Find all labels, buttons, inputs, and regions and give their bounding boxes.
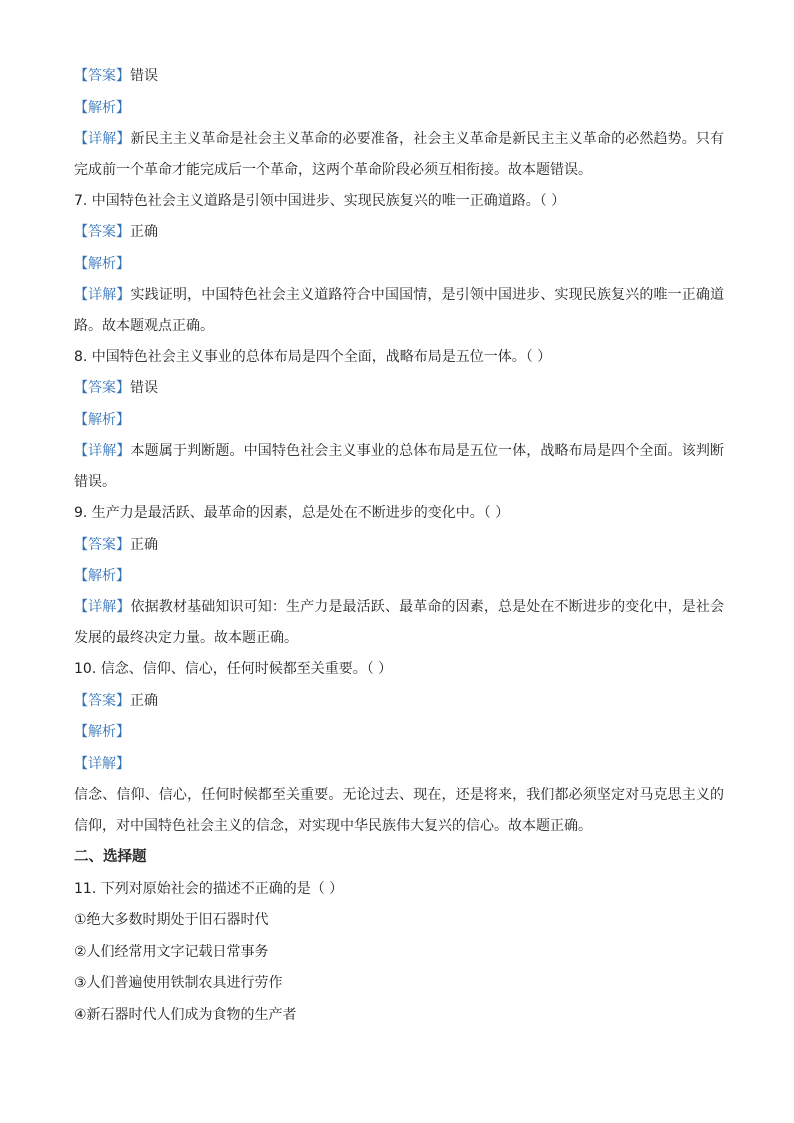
detail-paragraph bbox=[74, 436, 724, 498]
detail-tag: 【详解】 bbox=[74, 131, 131, 147]
analysis-tag: 【解析】 bbox=[74, 724, 130, 740]
answer-line bbox=[74, 222, 158, 242]
answer-line bbox=[74, 66, 158, 86]
question-11-stem: 11. 下列对原始社会的描述不正确的是（ ） bbox=[74, 881, 344, 897]
analysis-tag: 【解析】 bbox=[74, 568, 130, 584]
detail-line bbox=[74, 754, 130, 774]
answer-value: 错误 bbox=[130, 68, 158, 84]
option-4: ④新石器时代人们成为食物的生产者 bbox=[74, 1007, 297, 1023]
detail-tag: 【详解】 bbox=[74, 443, 131, 459]
analysis-tag: 【解析】 bbox=[74, 256, 130, 272]
detail-text: 本题属于判断题。中国特色社会主义事业的总体布局是五位一体，战略布局是四个全面。该判断错误。 bbox=[74, 443, 725, 490]
section-title: 二、选择题 bbox=[74, 849, 147, 865]
question-9: 9. 生产力是最活跃、最革命的因素，总是处在不断进步的变化中。（ ） bbox=[74, 505, 510, 521]
detail-text: 实践证明，中国特色社会主义道路符合中国国情，是引领中国进步、实现民族复兴的唯一正确道路。故本题观点正确。 bbox=[74, 287, 725, 334]
analysis-line bbox=[74, 98, 130, 118]
analysis-line bbox=[74, 566, 130, 586]
detail-paragraph bbox=[74, 124, 724, 186]
answer-value: 正确 bbox=[130, 537, 158, 553]
answer-tag: 【答案】 bbox=[74, 68, 130, 84]
question-10: 10. 信念、信仰、信心，任何时候都至关重要。（ ） bbox=[74, 661, 393, 677]
detail-text: 依据教材基础知识可知：生产力是最活跃、最革命的因素，总是处在不断进步的变化中，是社会发展的最终决定力量。故本题正确。 bbox=[74, 599, 725, 646]
answer-tag: 【答案】 bbox=[74, 693, 130, 709]
answer-line bbox=[74, 378, 158, 398]
detail-paragraph bbox=[74, 780, 724, 842]
detail-tag: 【详解】 bbox=[74, 756, 130, 772]
option-3: ③人们普遍使用铁制农具进行劳作 bbox=[74, 975, 283, 991]
detail-paragraph bbox=[74, 280, 724, 342]
analysis-line bbox=[74, 722, 130, 742]
answer-tag: 【答案】 bbox=[74, 537, 130, 553]
answer-line bbox=[74, 535, 158, 555]
answer-value: 正确 bbox=[130, 693, 158, 709]
option-1: ①绝大多数时期处于旧石器时代 bbox=[74, 912, 269, 928]
detail-tag: 【详解】 bbox=[74, 287, 131, 303]
detail-paragraph bbox=[74, 592, 724, 654]
answer-line bbox=[74, 691, 158, 711]
answer-tag: 【答案】 bbox=[74, 224, 130, 240]
option-2: ②人们经常用文字记载日常事务 bbox=[74, 944, 269, 960]
detail-tag: 【详解】 bbox=[74, 599, 131, 615]
analysis-line bbox=[74, 254, 130, 274]
analysis-tag: 【解析】 bbox=[74, 412, 130, 428]
question-8: 8. 中国特色社会主义事业的总体布局是四个全面，战略布局是五位一体。（ ） bbox=[74, 349, 552, 365]
analysis-line bbox=[74, 410, 130, 430]
answer-tag: 【答案】 bbox=[74, 380, 130, 396]
detail-text: 信念、信仰、信心，任何时候都至关重要。无论过去、现在，还是将来，我们都必须坚定对马克思主义的信仰，对中国特色社会主义的信念，对实现中华民族伟大复兴的信心。故本题正确。 bbox=[74, 787, 724, 834]
detail-text: 新民主主义革命是社会主义革命的必要准备，社会主义革命是新民主主义革命的必然趋势。只有完成前一个革命才能完成后一个革命，这两个革命阶段必须互相衔接。故本题错误。 bbox=[74, 131, 725, 178]
answer-value: 正确 bbox=[130, 224, 158, 240]
analysis-tag: 【解析】 bbox=[74, 100, 130, 116]
question-7: 7. 中国特色社会主义道路是引领中国进步、实现民族复兴的唯一正确道路。（ ） bbox=[74, 193, 566, 209]
answer-value: 错误 bbox=[130, 380, 158, 396]
